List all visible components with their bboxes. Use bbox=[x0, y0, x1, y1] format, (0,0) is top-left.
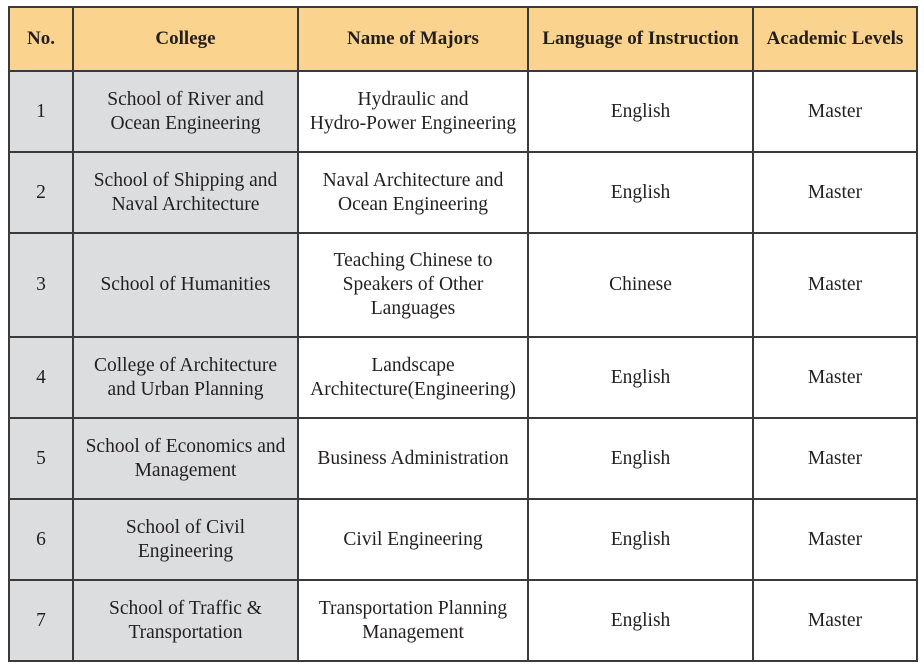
cell-no: 5 bbox=[9, 418, 73, 499]
cell-college bbox=[73, 152, 298, 233]
college-line: and Urban Planning bbox=[107, 378, 264, 400]
table-row bbox=[9, 337, 917, 418]
college-line: Ocean Engineering bbox=[110, 112, 261, 134]
major-line: Business Administration bbox=[317, 447, 509, 469]
cell-level: Master bbox=[753, 337, 917, 418]
major-line: Ocean Engineering bbox=[338, 193, 488, 215]
cell-major bbox=[298, 233, 528, 337]
header-level: Academic Levels bbox=[753, 7, 917, 71]
major-line: Teaching Chinese to bbox=[333, 250, 493, 271]
cell-major bbox=[298, 580, 528, 661]
cell-language: English bbox=[528, 71, 753, 152]
cell-no: 7 bbox=[9, 580, 73, 661]
table-row bbox=[9, 499, 917, 580]
table-row bbox=[9, 71, 917, 152]
college-line: School of River and bbox=[107, 88, 264, 110]
cell-college bbox=[73, 499, 298, 580]
cell-level: Master bbox=[753, 499, 917, 580]
header-major: Name of Majors bbox=[298, 7, 528, 71]
college-line: School of Civil bbox=[125, 516, 246, 538]
cell-level: Master bbox=[753, 580, 917, 661]
cell-college bbox=[73, 71, 298, 152]
table-row bbox=[9, 152, 917, 233]
college-line: School of Humanities bbox=[100, 274, 271, 295]
table-row bbox=[9, 580, 917, 661]
cell-major bbox=[298, 152, 528, 233]
cell-language: English bbox=[528, 337, 753, 418]
cell-major bbox=[298, 337, 528, 418]
majors-table bbox=[8, 6, 918, 662]
major-line: Management bbox=[362, 621, 464, 643]
header-language: Language of Instruction bbox=[528, 7, 753, 71]
cell-college bbox=[73, 580, 298, 661]
cell-no: 3 bbox=[9, 233, 73, 337]
college-line: School of Shipping and bbox=[93, 169, 278, 191]
college-line: School of Traffic & bbox=[109, 597, 262, 619]
cell-major bbox=[298, 71, 528, 152]
major-line: Architecture(Engineering) bbox=[310, 378, 516, 400]
cell-language: English bbox=[528, 152, 753, 233]
major-line: Transportation Planning bbox=[318, 597, 508, 619]
cell-language: English bbox=[528, 418, 753, 499]
major-line: Civil Engineering bbox=[343, 528, 483, 550]
cell-level: Master bbox=[753, 233, 917, 337]
cell-major bbox=[298, 418, 528, 499]
cell-major bbox=[298, 499, 528, 580]
cell-college bbox=[73, 337, 298, 418]
header-row bbox=[9, 7, 917, 71]
cell-college bbox=[73, 418, 298, 499]
cell-college bbox=[73, 233, 298, 337]
cell-language: Chinese bbox=[528, 233, 753, 337]
cell-language: English bbox=[528, 499, 753, 580]
cell-no: 1 bbox=[9, 71, 73, 152]
cell-language: English bbox=[528, 580, 753, 661]
college-line: Engineering bbox=[137, 540, 234, 562]
header-no: No. bbox=[9, 7, 73, 71]
college-line: Transportation bbox=[128, 621, 243, 643]
major-line: Landscape bbox=[371, 354, 455, 376]
cell-level: Master bbox=[753, 418, 917, 499]
cell-no: 6 bbox=[9, 499, 73, 580]
table-row bbox=[9, 418, 917, 499]
major-line: Languages bbox=[370, 298, 456, 319]
major-line: Naval Architecture and bbox=[322, 169, 504, 191]
cell-no: 2 bbox=[9, 152, 73, 233]
cell-level: Master bbox=[753, 71, 917, 152]
table-row bbox=[9, 233, 917, 337]
college-line: College of Architecture bbox=[93, 354, 277, 376]
cell-no: 4 bbox=[9, 337, 73, 418]
major-line: Speakers of Other bbox=[342, 274, 484, 295]
college-line: Management bbox=[134, 459, 237, 481]
major-line: Hydraulic and bbox=[357, 88, 469, 110]
header-college: College bbox=[73, 7, 298, 71]
major-line: Hydro-Power Engineering bbox=[309, 112, 517, 134]
cell-level: Master bbox=[753, 152, 917, 233]
college-line: Naval Architecture bbox=[111, 193, 260, 215]
college-line: School of Economics and bbox=[85, 435, 286, 457]
